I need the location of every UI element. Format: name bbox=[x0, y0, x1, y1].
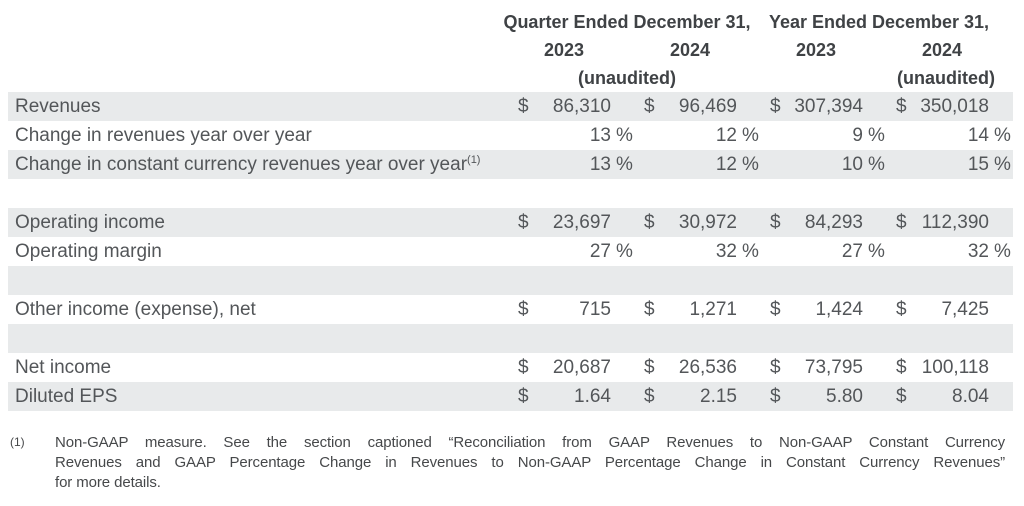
cell-value: 32 bbox=[967, 241, 989, 262]
header-label-spacer bbox=[0, 64, 501, 92]
cell-value: 26,536 bbox=[678, 357, 737, 378]
percent-suffix: % bbox=[868, 125, 885, 146]
percent-suffix: % bbox=[868, 154, 885, 175]
percent-suffix bbox=[737, 92, 761, 121]
currency-symbol: $ bbox=[518, 212, 529, 233]
currency-symbol: $ bbox=[770, 357, 781, 378]
percent-suffix bbox=[737, 208, 761, 237]
spacer-row bbox=[8, 179, 1013, 208]
cell-value: 715 bbox=[579, 299, 611, 320]
header-unaudited-row bbox=[0, 64, 1024, 92]
percent-suffix bbox=[611, 353, 635, 382]
currency-symbol: $ bbox=[770, 299, 781, 320]
table-row bbox=[8, 92, 1013, 121]
currency-symbol: $ bbox=[896, 212, 907, 233]
percent-suffix bbox=[863, 92, 887, 121]
percent-suffix bbox=[989, 382, 1013, 411]
cell-value: 14 bbox=[967, 125, 989, 146]
currency-symbol: $ bbox=[518, 386, 529, 407]
percent-suffix: % bbox=[616, 241, 633, 262]
currency-symbol: $ bbox=[518, 299, 529, 320]
quarter-group-title: Quarter Ended December 31, bbox=[503, 12, 751, 32]
year-2024-heading: 2024 bbox=[921, 40, 963, 60]
cell-value: 10 bbox=[841, 154, 863, 175]
currency-symbol bbox=[887, 150, 917, 179]
cell-value: 30,972 bbox=[678, 212, 737, 233]
row-label bbox=[8, 179, 509, 208]
cell-value: 350,018 bbox=[920, 96, 989, 117]
header-label-spacer bbox=[0, 8, 501, 36]
footnote-marker: (1) bbox=[10, 435, 25, 449]
cell-value: 13 bbox=[589, 125, 611, 146]
currency-symbol bbox=[635, 121, 665, 150]
percent-suffix bbox=[989, 208, 1013, 237]
percent-suffix bbox=[611, 208, 635, 237]
cell-value: 23,697 bbox=[552, 212, 611, 233]
percent-suffix bbox=[737, 295, 761, 324]
currency-symbol: $ bbox=[644, 212, 655, 233]
currency-symbol: $ bbox=[770, 96, 781, 117]
table-row bbox=[8, 150, 1013, 179]
table-row bbox=[8, 295, 1013, 324]
currency-symbol: $ bbox=[770, 212, 781, 233]
spacer-row bbox=[8, 324, 1013, 353]
cell-value: 112,390 bbox=[921, 212, 989, 233]
row-label: Change in constant currency revenues year over year$^{(1)}$ bbox=[15, 154, 481, 175]
currency-symbol bbox=[509, 121, 539, 150]
currency-symbol bbox=[509, 237, 539, 266]
cell-value: 1,424 bbox=[815, 299, 863, 320]
percent-suffix: % bbox=[616, 154, 633, 175]
header-label-spacer bbox=[0, 36, 501, 64]
percent-suffix: % bbox=[994, 125, 1011, 146]
currency-symbol: $ bbox=[770, 386, 781, 407]
currency-symbol: $ bbox=[644, 357, 655, 378]
percent-suffix: % bbox=[868, 241, 885, 262]
currency-symbol bbox=[761, 150, 791, 179]
currency-symbol bbox=[887, 121, 917, 150]
row-label: Change in revenues year over year bbox=[15, 125, 312, 146]
currency-symbol bbox=[635, 237, 665, 266]
table-body bbox=[8, 92, 1013, 411]
currency-symbol: $ bbox=[518, 357, 529, 378]
currency-symbol: $ bbox=[896, 386, 907, 407]
footnote-reference: (1) bbox=[467, 154, 481, 166]
percent-suffix: % bbox=[616, 125, 633, 146]
cell-value: 13 bbox=[589, 154, 611, 175]
currency-symbol: $ bbox=[644, 299, 655, 320]
percent-suffix bbox=[863, 295, 887, 324]
header-year-row bbox=[0, 36, 1024, 64]
cell-value: 12 bbox=[715, 154, 737, 175]
percent-suffix bbox=[989, 92, 1013, 121]
percent-suffix: % bbox=[742, 154, 759, 175]
footnote-text bbox=[55, 433, 1005, 493]
footnote bbox=[0, 433, 1024, 493]
cell-value: 2.15 bbox=[700, 386, 737, 407]
cell-value: 27 bbox=[589, 241, 611, 262]
percent-suffix bbox=[737, 382, 761, 411]
currency-symbol: $ bbox=[644, 96, 655, 117]
currency-symbol bbox=[761, 237, 791, 266]
table-row bbox=[8, 208, 1013, 237]
percent-suffix bbox=[863, 208, 887, 237]
currency-symbol: $ bbox=[896, 299, 907, 320]
currency-symbol bbox=[887, 237, 917, 266]
quarter-2024-heading: 2024 bbox=[669, 40, 711, 60]
cell-value: 15 bbox=[967, 154, 989, 175]
cell-value: 20,687 bbox=[552, 357, 611, 378]
table-row bbox=[8, 121, 1013, 150]
cell-value: 73,795 bbox=[804, 357, 863, 378]
currency-symbol: $ bbox=[896, 96, 907, 117]
cell-value: 9 bbox=[852, 125, 863, 146]
percent-suffix: % bbox=[742, 125, 759, 146]
cell-value: 1,271 bbox=[689, 299, 737, 320]
cell-value: 7,425 bbox=[941, 299, 989, 320]
cell-value: 1.64 bbox=[574, 386, 611, 407]
table-row bbox=[8, 237, 1013, 266]
currency-symbol: $ bbox=[644, 386, 655, 407]
percent-suffix: % bbox=[994, 154, 1011, 175]
currency-symbol: $ bbox=[896, 357, 907, 378]
cell-value: 307,394 bbox=[794, 96, 863, 117]
cell-value: 84,293 bbox=[804, 212, 863, 233]
percent-suffix bbox=[863, 382, 887, 411]
percent-suffix bbox=[989, 353, 1013, 382]
cell-value: 12 bbox=[715, 125, 737, 146]
percent-suffix: % bbox=[994, 241, 1011, 262]
row-label: Net income bbox=[15, 357, 112, 378]
cell-value: 32 bbox=[715, 241, 737, 262]
year-2023-heading: 2023 bbox=[795, 40, 837, 60]
row-label: Revenues bbox=[15, 96, 101, 117]
spacer-row bbox=[8, 266, 1013, 295]
cell-value: 8.04 bbox=[952, 386, 989, 407]
cell-value: 96,469 bbox=[678, 96, 737, 117]
row-label: Diluted EPS bbox=[15, 386, 118, 407]
percent-suffix bbox=[737, 353, 761, 382]
cell-value: 86,310 bbox=[552, 96, 611, 117]
percent-suffix bbox=[611, 382, 635, 411]
percent-suffix bbox=[611, 92, 635, 121]
cell-value: 100,118 bbox=[921, 357, 989, 378]
currency-symbol bbox=[761, 121, 791, 150]
footnote-line: Revenues and GAAP Percentage Change in Revenues to Non-GAAP Percentage Change in Constant Currency Revenues” bbox=[55, 454, 1005, 471]
currency-symbol bbox=[635, 150, 665, 179]
percent-suffix bbox=[989, 295, 1013, 324]
percent-suffix bbox=[611, 295, 635, 324]
table-row bbox=[8, 382, 1013, 411]
year-group-title: Year Ended December 31, bbox=[768, 12, 990, 32]
cell-value: 5.80 bbox=[826, 386, 863, 407]
row-label: Other income (expense), net bbox=[15, 299, 256, 320]
percent-suffix bbox=[863, 353, 887, 382]
currency-symbol bbox=[509, 150, 539, 179]
row-label bbox=[8, 266, 509, 295]
cell-value: 27 bbox=[841, 241, 863, 262]
percent-suffix: % bbox=[742, 241, 759, 262]
row-label bbox=[8, 324, 509, 353]
header-group-row bbox=[0, 8, 1024, 36]
table-header bbox=[0, 0, 1024, 92]
year-unaudited-label: (unaudited) bbox=[897, 68, 995, 88]
row-label: Operating income bbox=[15, 212, 165, 233]
quarter-unaudited-label: (unaudited) bbox=[578, 68, 676, 88]
table-row bbox=[8, 353, 1013, 382]
row-label: Operating margin bbox=[15, 241, 162, 262]
currency-symbol: $ bbox=[518, 96, 529, 117]
quarter-2023-heading: 2023 bbox=[543, 40, 585, 60]
footnote-line: for more details. bbox=[55, 474, 161, 491]
footnote-line: Non-GAAP measure. See the section captioned “Reconciliation from GAAP Revenues to Non-GAAP Constant Currency bbox=[55, 434, 1005, 451]
